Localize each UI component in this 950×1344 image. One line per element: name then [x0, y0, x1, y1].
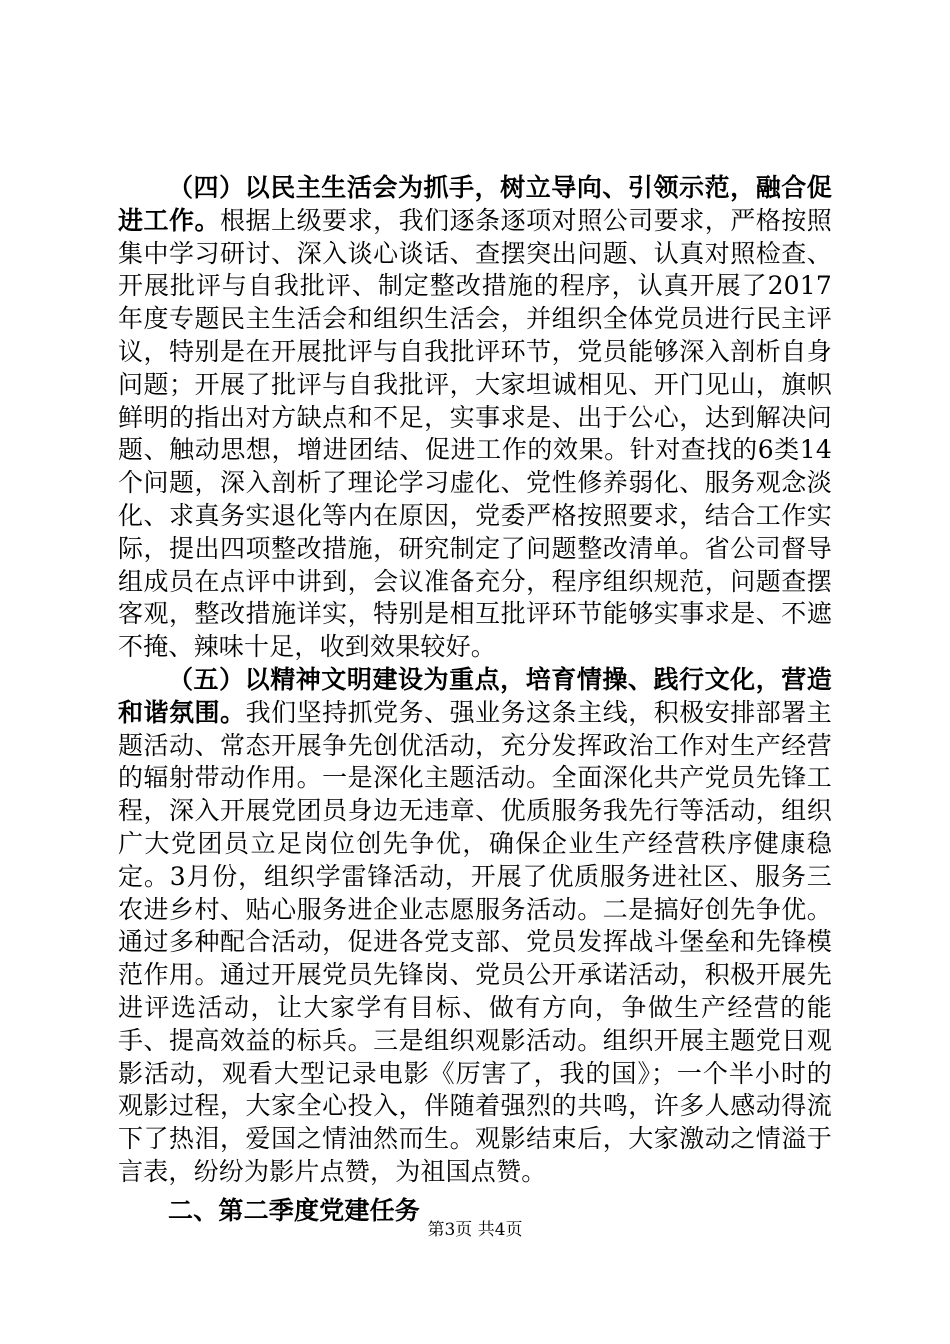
- page-footer: 第3页 共4页: [427, 1220, 523, 1240]
- paragraph-text: 根据上级要求，我们逐条逐项对照公司要求，严格按照集中学习研讨、深入谈心谈话、查摆突出问题、认真对照检查、开展批评与自我批评、制定整改措施的程序，认真开展了2017年度专题民主生活会和组织生活会，并组织全体党员进行民主评议，特别是在开展批评与自我批评环节，党员能够深入剖析自身问题；开展了批评与自我批评，大家坦诚相见、开门见山，旗帜鲜明的指出对方缺点和不足，实事求是、出于公心，达到解决问题、触动思想，增进团结、促进工作的效果。针对查找的6类14个问题，深入剖析了理论学习虚化、党性修养弱化、服务观念淡化、求真务实退化等内在原因，党委严格按照要求，结合工作实际，提出四项整改措施，研究制定了问题整改清单。省公司督导组成员在点评中讲到，会议准备充分，程序组织规范，问题查摆客观，整改措施详实，特别是相互批评环节能够实事求是、不遮不掩、辣味十足，收到效果较好。: [118, 205, 832, 662]
- section-heading: 二、第二季度党建任务: [168, 1195, 421, 1225]
- paragraph-section-4: [118, 172, 832, 664]
- paragraph-lead: （五）以精神文明建设为重点，培育情操、践行文化，营造和谐氛围。: [118, 664, 832, 727]
- paragraph-lead: （四）以民主生活会为抓手，树立导向、引领示范，融合促进工作。: [118, 173, 832, 235]
- document-body: [118, 172, 832, 1228]
- paragraph-section-5: [118, 664, 832, 1189]
- paragraph-text: 我们坚持抓党务、强业务这条主线，积极安排部署主题活动、常态开展争先创优活动，充分发挥政治工作对生产经营的辐射带动作用。一是深化主题活动。全面深化共产党员先锋工程，深入开展党团员身边无违章、优质服务我先行等活动，组织广大党团员立足岗位创先争优，确保企业生产经营秩序健康稳定。3月份，组织学雷锋活动，开展了优质服务进社区、服务三农进乡村、贴心服务进企业志愿服务活动。二是搞好创先争优。通过多种配合活动，促进各党支部、党员发挥战斗堡垒和先锋模范作用。通过开展党员先锋岗、党员公开承诺活动，积极开展先进评选活动，让大家学有目标、做有方向，争做生产经营的能手、提高效益的标兵。三是组织观影活动。组织开展主题党日观影活动，观看大型记录电影《厉害了，我的国》；一个半小时的观影过程，大家全心投入，伴随着强烈的共鸣，许多人感动得流下了热泪，爱国之情油然而生。观影结束后，大家激动之情溢于言表，纷纷为影片点赞，为祖国点赞。: [118, 697, 832, 1186]
